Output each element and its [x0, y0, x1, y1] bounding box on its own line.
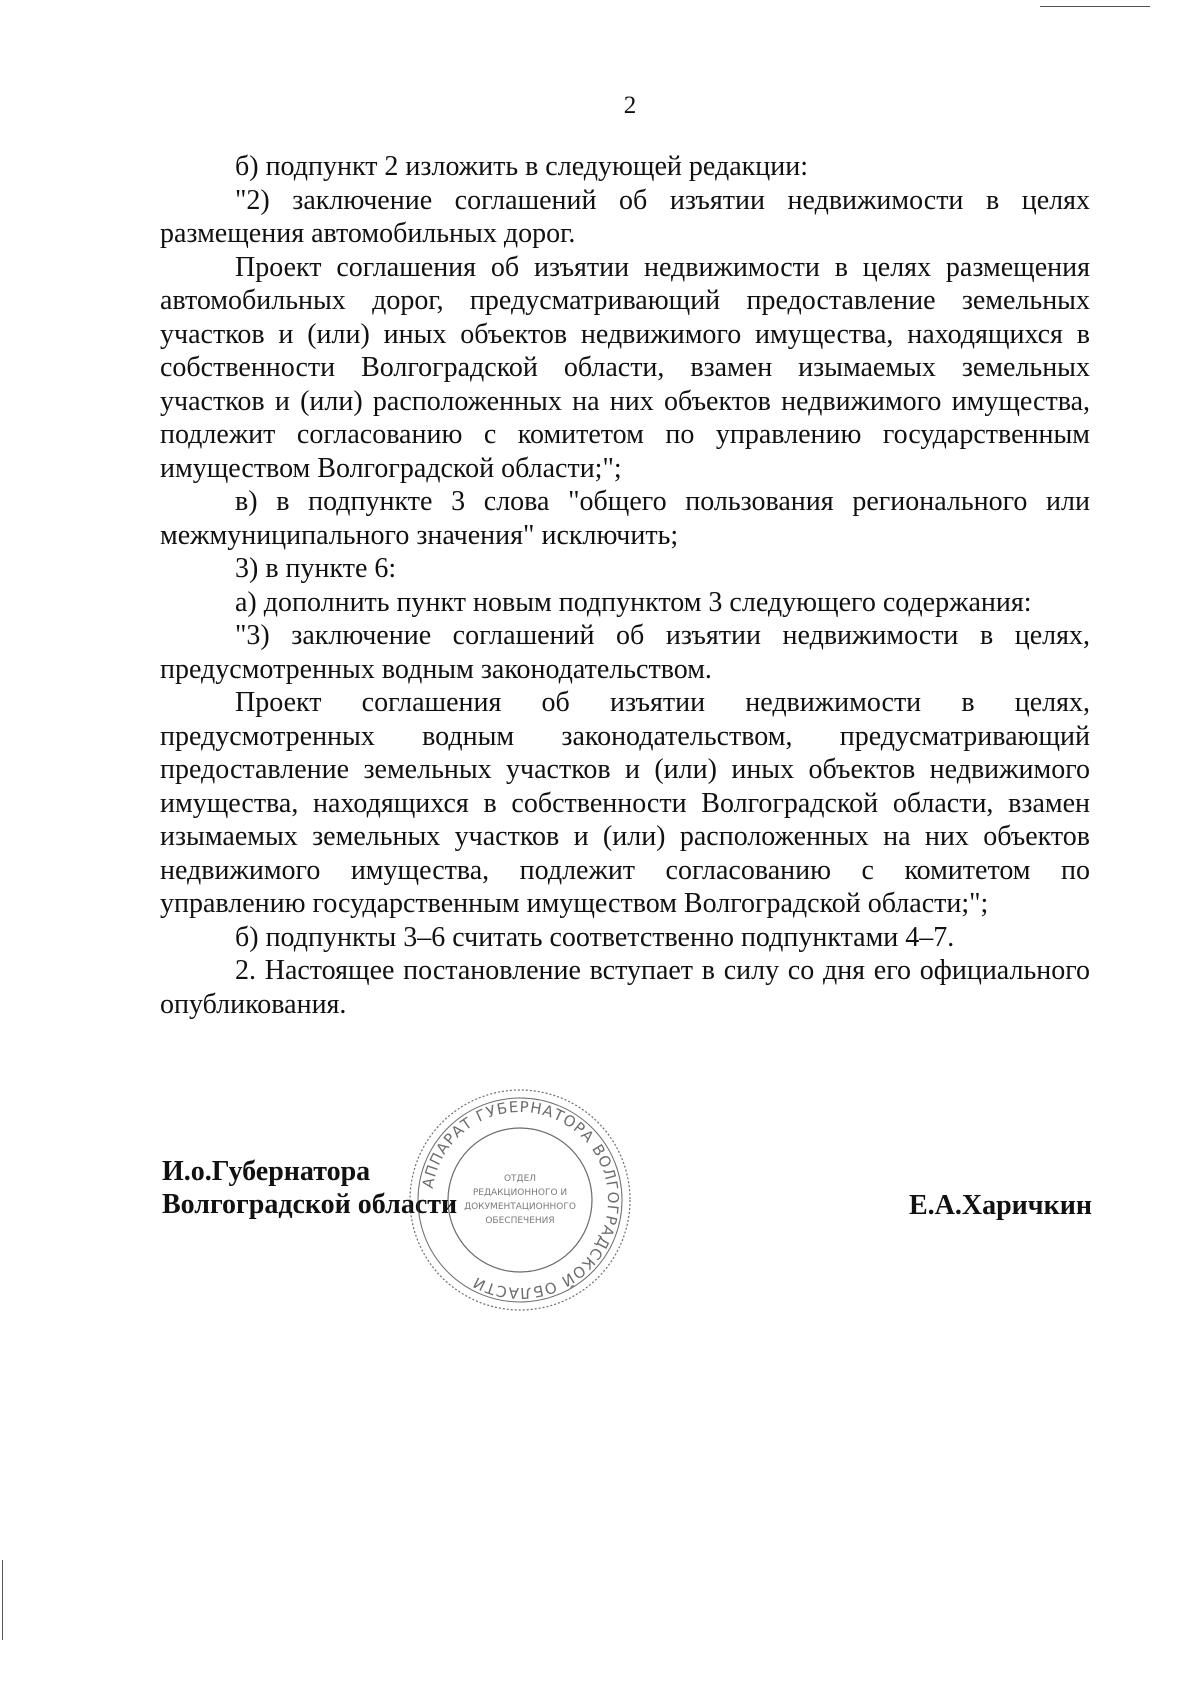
seal-outer-text: АППАРАТ ГУБЕРНАТОРА ВОЛГОГРАДСКОЙ ОБЛАСТИ: [418, 1097, 623, 1303]
signatory-name: Е.А.Харичкин: [908, 1190, 1092, 1221]
paragraph-3: Проект соглашения об изъятии недвижимости в целях размещения автомобильных дорог, предусматривающий предоставление земельных участков и (или) иных объектов недвижимого имущества, находящихся в собственности Волгоградской области, взамен изымаемых земельных участков и (или) расположенных на них объектов недвижимого имущества, подлежит согласованию с комитетом по управлению государственным имуществом Волгоградской области;";: [160, 251, 1090, 484]
signatory-title-line-2: Волгоградской области: [162, 1189, 458, 1220]
seal-inner-line-3: ДОКУМЕНТАЦИОННОГО: [464, 1202, 576, 1212]
seal-outer-ring: [410, 1090, 630, 1310]
paragraph-5: 3) в пункте 6:: [235, 553, 397, 584]
seal-inner-line-1: ОТДЕЛ: [503, 1174, 537, 1184]
document-body: [160, 150, 1090, 1021]
paragraph-10: 2. Настоящее постановление вступает в силу со дня его официального опубликования.: [160, 955, 1090, 1020]
seal-inner-line-2: РЕДАКЦИОННОГО И: [472, 1188, 568, 1198]
paragraph-4: в) в подпункте 3 слова "общего пользования регионального или межмуниципального значения" исключить;: [160, 486, 1090, 551]
scan-edge-top: [1040, 6, 1150, 7]
seal-inner-line-4: ОБЕСПЕЧЕНИЯ: [485, 1216, 555, 1226]
official-seal: [405, 1085, 635, 1315]
seal-inner-ring: [448, 1128, 592, 1272]
paragraph-9: б) подпункты 3–6 считать соответственно подпунктами 4–7.: [235, 921, 955, 953]
paragraph-7: "3) заключение соглашений об изъятии недвижимости в целях, предусмотренных водным законодательством.: [160, 620, 1090, 685]
paragraph-1: б) подпункт 2 изложить в следующей редакции:: [235, 151, 808, 182]
signatory-title-line-1: И.о.Губернатора: [162, 1156, 371, 1187]
paragraph-8: Проект соглашения об изъятии недвижимости в целях, предусмотренных водным законодательством, предусматривающий предоставление земельных участков и (или) иных объектов недвижимого имущества, находящихся в собственности Волгоградской области, взамен изымаемых земельных участков и (или) расположенных на них объектов недвижимого имущества, подлежит согласованию с комитетом по управлению государственным имуществом Волгоградской области;";: [160, 687, 1090, 919]
page-number: 2: [623, 92, 637, 119]
scan-edge-left: [2, 1560, 3, 1640]
paragraph-2: "2) заключение соглашений об изъятии недвижимости в целях размещения автомобильных дорог.: [160, 184, 1090, 249]
paragraph-6: а) дополнить пункт новым подпунктом 3 следующего содержания:: [235, 586, 1032, 618]
